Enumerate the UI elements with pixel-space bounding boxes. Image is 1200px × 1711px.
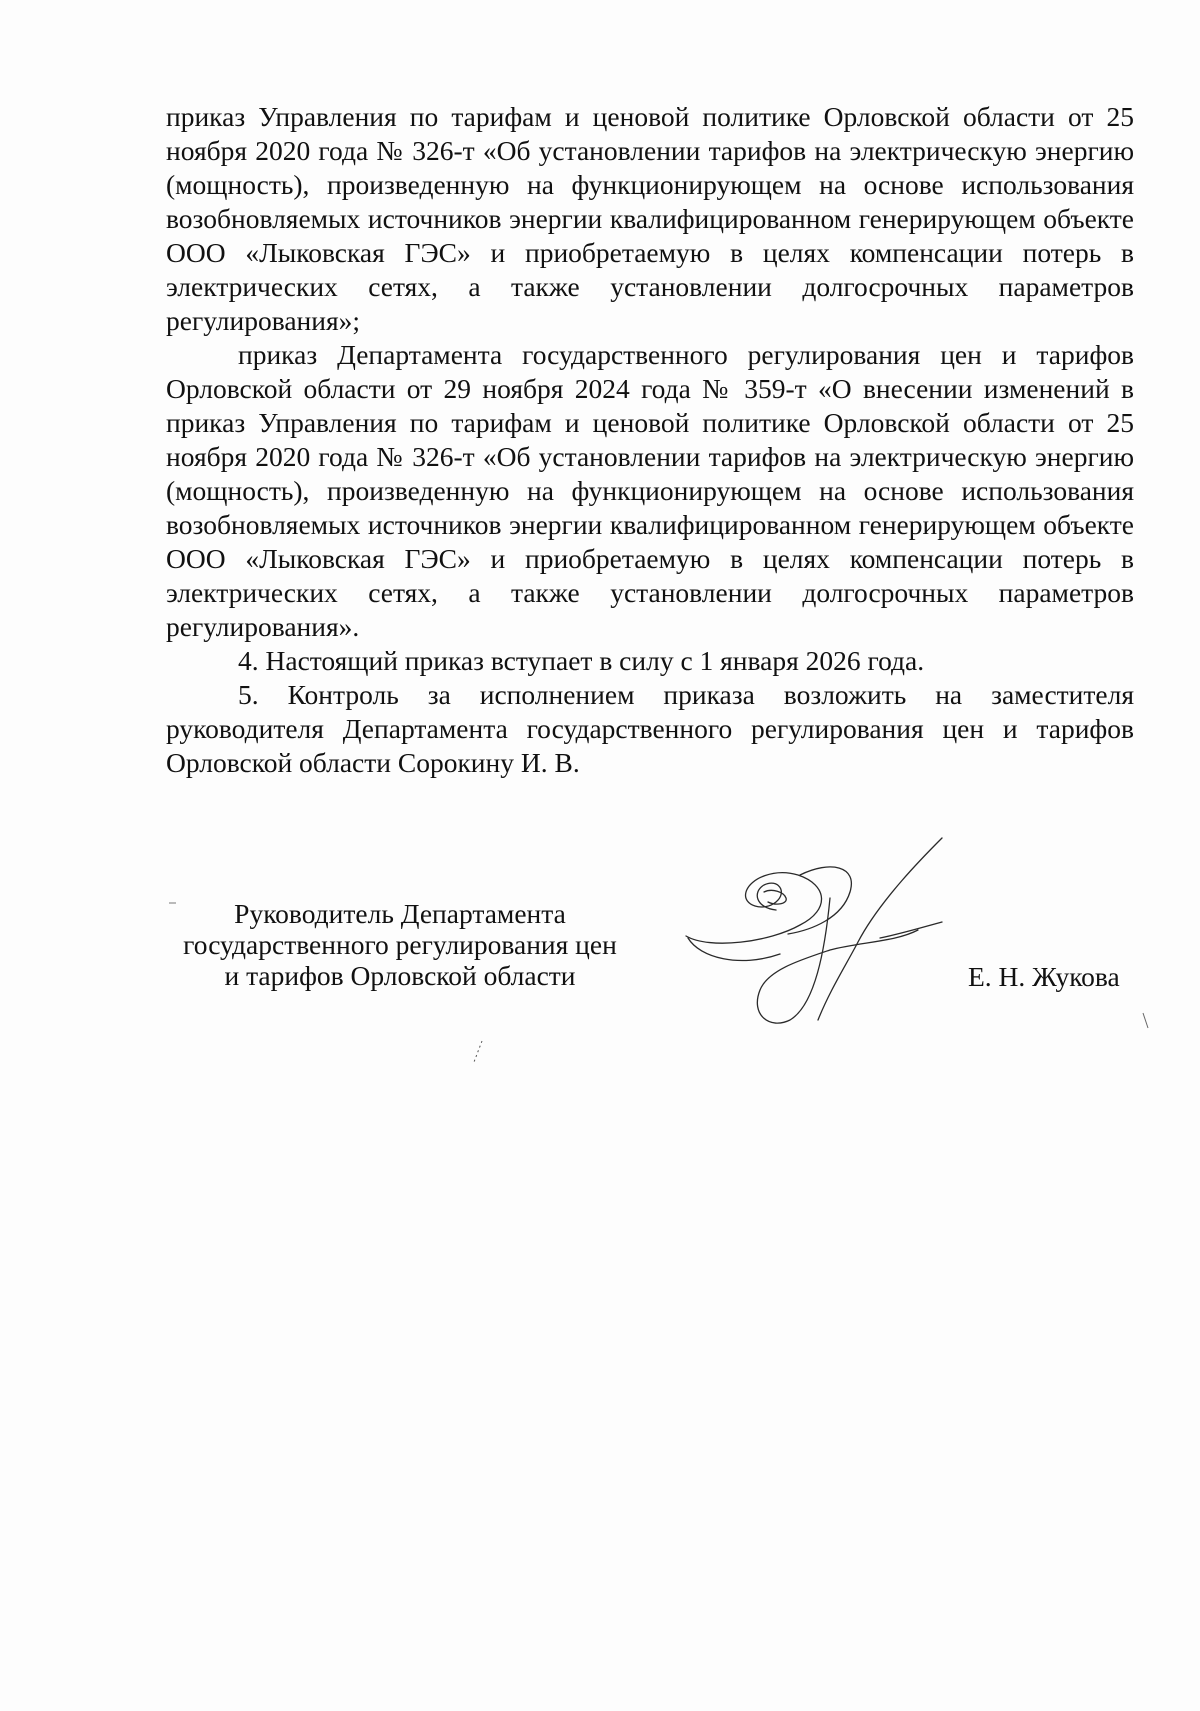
handwritten-signature [680, 830, 980, 1030]
scan-mark [472, 1040, 484, 1064]
scan-mark [1142, 1012, 1150, 1030]
document-body [166, 100, 1134, 780]
paragraph-item-5: 5. Контроль за исполнением приказа возложить на заместителя руководителя Департамента государственного регулирования цен и тарифов Орловской области Сорокину И. В. [166, 679, 1134, 778]
signer-name: Е. Н. Жукова [968, 961, 1120, 992]
signatory-title [150, 898, 650, 991]
paragraph-item-4: 4. Настоящий приказ вступает в силу с 1 января 2026 года. [238, 645, 925, 676]
signatory-title-line: государственного регулирования цен [183, 929, 617, 960]
signatory-title-line: Руководитель Департамента [234, 898, 566, 929]
paragraph-order-2020: приказ Управления по тарифам и ценовой политике Орловской области от 25 ноября 2020 года № 326-т «Об установлении тарифов на электрическую энергию (мощность), произведенную на функционирующем на основе использования возобновляемых источников энергии квалифицированном генерирующем объекте ООО «Лыковская ГЭС» и приобретаемую в целях компенсации потерь в электрических сетях, а также установлении долгосрочных параметров регулирования»; [166, 101, 1134, 336]
signatory-title-line: и тарифов Орловской области [224, 960, 576, 991]
scan-mark [168, 900, 182, 906]
paragraph-order-2024: приказ Департамента государственного регулирования цен и тарифов Орловской области от 29 ноября 2024 года № 359-т «О внесении изменений в приказ Управления по тарифам и ценовой политике Орловской области от 25 ноября 2020 года № 326-т «Об установлении тарифов на электрическую энергию (мощность), произведенную на функционирующем на основе использования возобновляемых источников энергии квалифицированном генерирующем объекте ООО «Лыковская ГЭС» и приобретаемую в целях компенсации потерь в электрических сетях, а также установлении долгосрочных параметров регулирования». [166, 339, 1134, 642]
